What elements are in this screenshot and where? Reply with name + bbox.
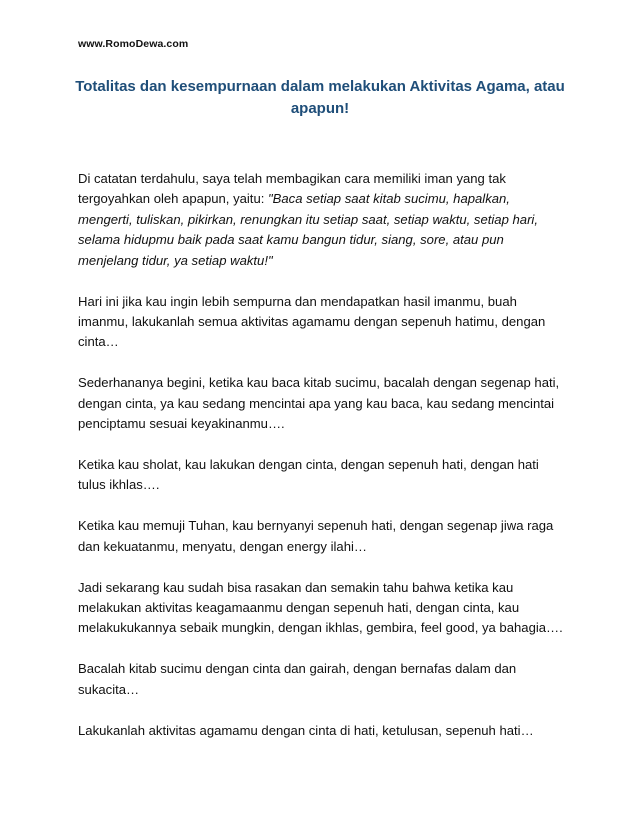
text-line: imanmu, lakukanlah semua aktivitas agamamu dengan sepenuh hatimu, dengan <box>78 313 546 329</box>
text-line: Di catatan terdahulu, saya telah membagikan cara memiliki iman yang tak <box>78 171 506 186</box>
article-body <box>78 169 578 762</box>
site-url: www.RomoDewa.com <box>78 38 189 50</box>
paragraph <box>78 721 578 741</box>
text-line: Lakukanlah aktivitas agamamu dengan cinta di hati, ketulusan, sepenuh hati… <box>78 722 534 738</box>
text-line: Sederhananya begini, ketika kau baca kitab sucimu, bacalah dengan segenap hati, <box>78 375 560 391</box>
paragraph <box>78 659 578 700</box>
text-segment: tergoyahkan oleh apapun, yaitu: <box>78 191 269 207</box>
text-line: melakukan aktivitas keagamaanmu dengan sepenuh hati, dengan cinta, kau <box>78 600 520 615</box>
text-line: Bacalah kitab sucimu dengan cinta dan gairah, dengan bernafas dalam dan <box>78 661 517 677</box>
text-line: tulus ikhlas…. <box>78 477 160 493</box>
title-line: Totalitas dan kesempurnaan dalam melakukan Aktivitas Agama, atau <box>75 78 565 95</box>
text-line: dan kekuatanmu, menyatu, dengan energy ilahi… <box>78 538 367 554</box>
page-title <box>60 76 580 120</box>
quote-text: menjelang tidur, ya setiap waktu!" <box>78 252 273 268</box>
paragraph <box>78 373 578 434</box>
text-line: Ketika kau sholat, kau lakukan dengan cinta, dengan sepenuh hati, dengan hati <box>78 456 539 472</box>
quote-text: mengerti, tuliskan, pikirkan, renungkan itu setiap saat, setiap waktu, setiap hari, <box>78 211 538 227</box>
text-line: Jadi sekarang kau sudah bisa rasakan dan semakin tahu bahwa ketika kau <box>78 579 514 595</box>
text-line: penciptamu sesuai keyakinanmu…. <box>78 416 285 432</box>
paragraph <box>78 455 578 496</box>
text-line: dengan cinta, ya kau sedang mencintai apa yang kau baca, kau sedang mencintai <box>78 395 555 411</box>
text-line: melakukukannya sebaik mungkin, dengan ikhlas, gembira, feel good, ya bahagia…. <box>78 620 563 636</box>
paragraph <box>78 292 578 353</box>
text-line: Ketika kau memuji Tuhan, kau bernyanyi sepenuh hati, dengan segenap jiwa raga <box>78 518 554 534</box>
text-line: Hari ini jika kau ingin lebih sempurna dan mendapatkan hasil imanmu, buah <box>78 293 517 309</box>
quote-text: "Baca setiap saat kitab sucimu, hapalkan, <box>268 191 510 207</box>
text-line <box>78 189 578 209</box>
quote-text: selama hidupmu baik pada saat kamu bangun tidur, siang, sore, atau pun <box>78 232 504 248</box>
paragraph <box>78 169 578 271</box>
paragraph <box>78 516 578 557</box>
paragraph <box>78 578 578 639</box>
title-line: apapun! <box>290 100 350 117</box>
text-line: cinta… <box>78 334 119 350</box>
text-line: sukacita… <box>78 681 140 697</box>
